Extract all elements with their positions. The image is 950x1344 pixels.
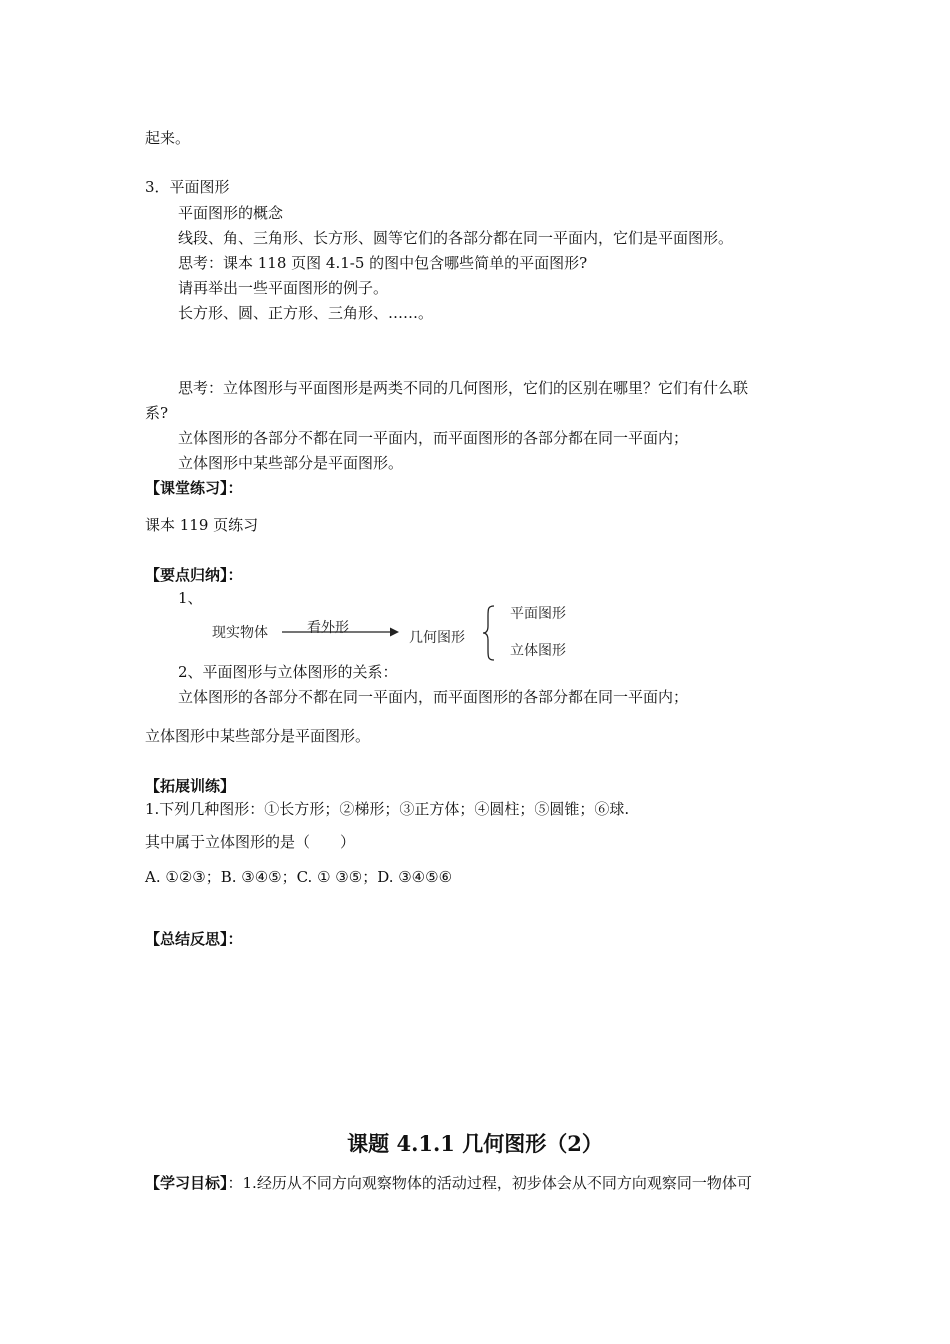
brace-icon [481,604,497,662]
diagram-source-label: 现实物体 [212,625,268,641]
text-line: 思考：课本 118 页图 4.1-5 的图中包含哪些简单的平面图形? [178,254,588,272]
section-heading-reflection: 【总结反思】： [145,930,243,948]
text-line: 立体图形中某些部分是平面图形。 [145,727,371,745]
section-heading-extension: 【拓展训练】 [145,777,236,795]
learning-goal-label: 【学习目标】 [145,1174,228,1192]
text-line: 请再举出一些平面图形的例子。 [178,279,389,297]
list-number: 1、 [178,589,203,607]
section-heading-practice: 【课堂练习】： [145,479,243,497]
text-line: 线段、角、三角形、长方形、圆等它们的各部分都在同一平面内，它们是平面图形。 [178,229,734,247]
section-heading-summary-points: 【要点归纳】： [145,566,243,584]
text-line: 起来。 [145,129,191,147]
text-line: 思考：立体图形与平面图形是两类不同的几何图形，它们的区别在哪里？它们有什么联 [178,379,749,397]
lesson-title: 课题 4.1.1 几何图形（2） [347,1131,603,1156]
question-prompt: 其中属于立体图形的是（ ） [145,833,356,851]
text-line: 系? [145,404,169,422]
learning-goal-line [145,1173,752,1193]
text-line: 立体图形的各部分不都在同一平面内，而平面图形的各部分都在同一平面内； [178,429,689,447]
diagram-target-label: 几何图形 [409,630,465,646]
text-line: 立体图形中某些部分是平面图形。 [178,454,404,472]
diagram-branch-solid: 立体图形 [510,643,566,659]
text-line: 课本 119 页练习 [145,516,259,534]
text-line: 平面图形的概念 [178,204,284,222]
section-heading: 3．平面图形 [145,178,230,196]
diagram-arrow-label: 看外形 [307,620,349,636]
text-line: 2、平面图形与立体图形的关系： [178,663,398,681]
arrow-icon [280,626,400,638]
text-line: 立体图形的各部分不都在同一平面内，而平面图形的各部分都在同一平面内； [178,688,689,706]
classification-diagram [200,598,620,670]
question-text: 1.下列几种图形：①长方形；②梯形；③正方体；④圆柱；⑤圆锥；⑥球. [145,800,630,818]
text-line: 长方形、圆、正方形、三角形、……。 [178,304,434,322]
learning-goal-text: ：1.经历从不同方向观察物体的活动过程，初步体会从不同方向观察同一物体可 [227,1174,752,1192]
diagram-branch-plane: 平面图形 [510,606,566,622]
answer-options: A. ①②③；B. ③④⑤；C. ① ③⑤；D. ③④⑤⑥ [145,868,453,886]
